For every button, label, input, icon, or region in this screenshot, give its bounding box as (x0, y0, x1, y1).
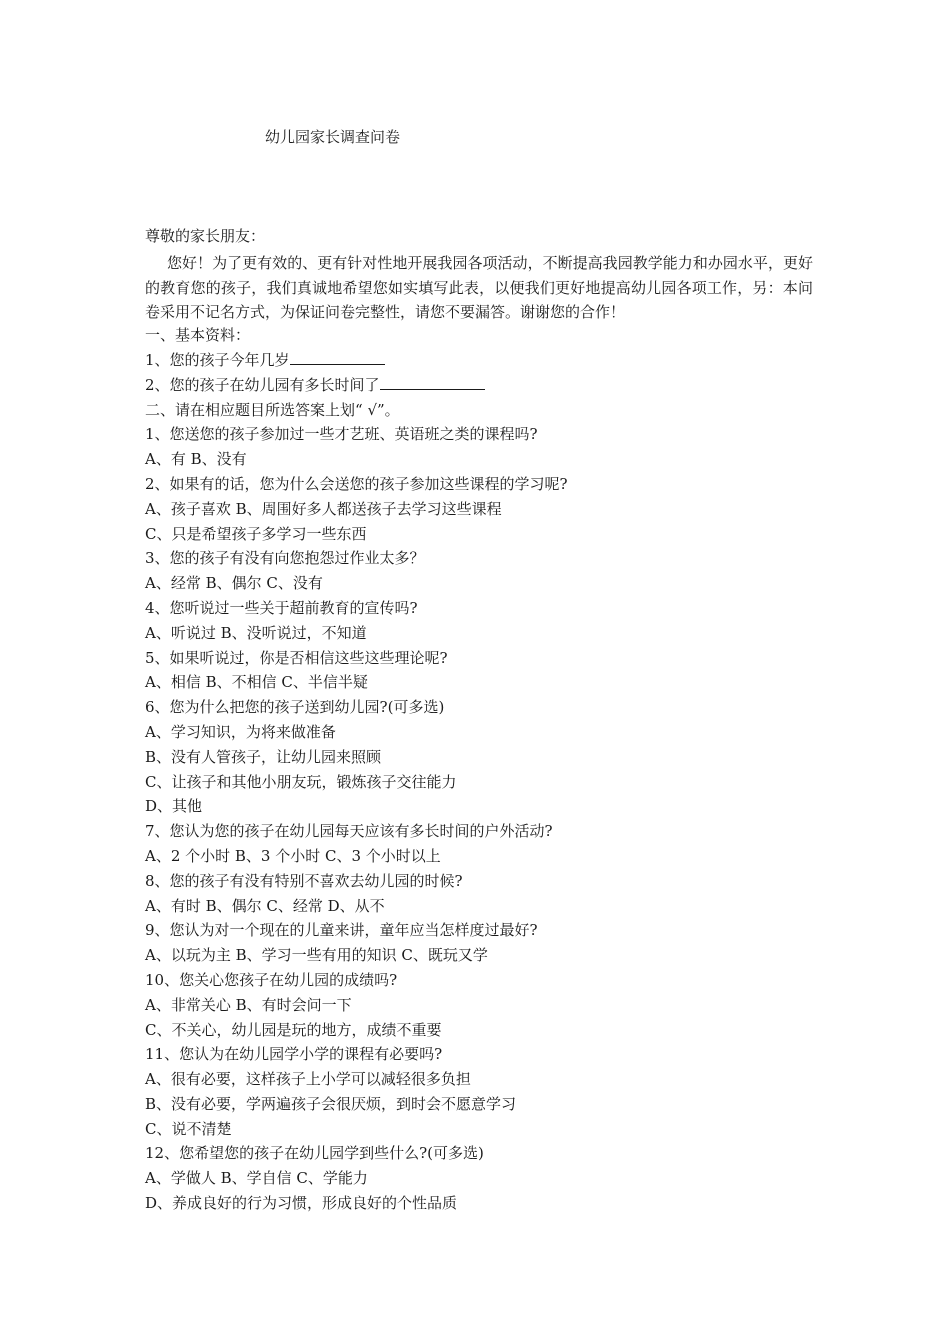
answer-line: C、只是希望孩子多学习一些东西 (145, 524, 367, 543)
question-line: 12、您希望您的孩子在幼儿园学到些什么?(可多选) (145, 1144, 484, 1163)
age-answer-blank[interactable] (290, 350, 385, 365)
answer-line: A、非常关心 B、有时会问一下 (145, 995, 352, 1014)
question-duration-text: 2、您的孩子在幼儿园有多长时间了 (145, 375, 380, 394)
question-line: 3、您的孩子有没有向您抱怨过作业太多？ (145, 549, 425, 568)
document-title: 幼儿园家长调查问卷 (265, 128, 401, 146)
answer-line: A、以玩为主 B、学习一些有用的知识 C、既玩又学 (145, 946, 488, 965)
answer-line: A、孩子喜欢 B、周围好多人都送孩子去学习这些课程 (145, 499, 502, 518)
answer-line: A、听说过 B、没听说过，不知道 (145, 623, 367, 642)
answer-line: D、养成良好的行为习惯，形成良好的个性品质 (145, 1194, 458, 1213)
question-line: 11、您认为在幼儿园学小学的课程有必要吗? (145, 1045, 443, 1064)
question-line: 6、您为什么把您的孩子送到幼儿园?(可多选) (145, 698, 445, 717)
question-line: 8、您的孩子有没有特别不喜欢去幼儿园的时候? (145, 871, 463, 890)
section-heading-choices: 二、请在相应题目所选答案上划“ √”。 (145, 400, 400, 419)
question-line: 2、如果有的话，您为什么会送您的孩子参加这些课程的学习呢? (145, 474, 568, 493)
answer-line: A、有 B、没有 (145, 450, 247, 469)
answer-line: C、不关心，幼儿园是玩的地方，成绩不重要 (145, 1020, 442, 1039)
answer-line: A、学习知识，为将来做准备 (145, 722, 336, 741)
document-body (145, 226, 813, 1218)
section-heading-basic: 一、基本资料： (145, 326, 251, 345)
question-line: 9、您认为对一个现在的儿童来讲，童年应当怎样度过最好? (145, 921, 538, 940)
question-duration (145, 375, 813, 400)
duration-answer-blank[interactable] (380, 375, 485, 390)
answer-line: A、2 个小时 B、3 个小时 C、3 个小时以上 (145, 846, 441, 865)
question-age (145, 350, 813, 375)
answer-line: D、其他 (145, 797, 203, 816)
question-line: 5、如果听说过，你是否相信这些这些理论呢? (145, 648, 448, 667)
question-line: 4、您听说过一些关于超前教育的宣传吗? (145, 598, 418, 617)
greeting: 尊敬的家长朋友： (145, 227, 266, 245)
answer-line: A、相信 B、不相信 C、半信半疑 (145, 673, 368, 692)
answer-line: C、让孩子和其他小朋友玩，锻炼孩子交往能力 (145, 772, 457, 791)
answer-line: A、学做人 B、学自信 C、学能力 (145, 1169, 368, 1188)
answer-line: B、没有人管孩子，让幼儿园来照顾 (145, 747, 382, 766)
answer-line: A、经常 B、偶尔 C、没有 (145, 574, 323, 593)
question-line: 1、您送您的孩子参加过一些才艺班、英语班之类的课程吗? (145, 425, 538, 444)
answer-line: A、有时 B、偶尔 C、经常 D、从不 (145, 896, 385, 915)
question-age-text: 1、您的孩子今年几岁 (145, 350, 290, 369)
question-line: 7、您认为您的孩子在幼儿园每天应该有多长时间的户外活动? (145, 822, 553, 841)
answer-line: A、很有必要，这样孩子上小学可以减轻很多负担 (145, 1070, 471, 1089)
question-line: 10、您关心您孩子在幼儿园的成绩吗? (145, 970, 398, 989)
answer-line: B、没有必要，学两遍孩子会很厌烦，到时会不愿意学习 (145, 1094, 517, 1113)
intro-paragraph: 您好！为了更有效的、更有针对性地开展我园各项活动，不断提高我园教学能力和办园水平，更好的教育您的孩子，我们真诚地希望您如实填写此表，以便我们更好地提高幼儿园各项工作，另：本问卷采用不记名方式，为保证问卷完整性，请您不要漏答。谢谢您的合作！ (145, 253, 813, 322)
answer-line: C、说不清楚 (145, 1119, 232, 1138)
